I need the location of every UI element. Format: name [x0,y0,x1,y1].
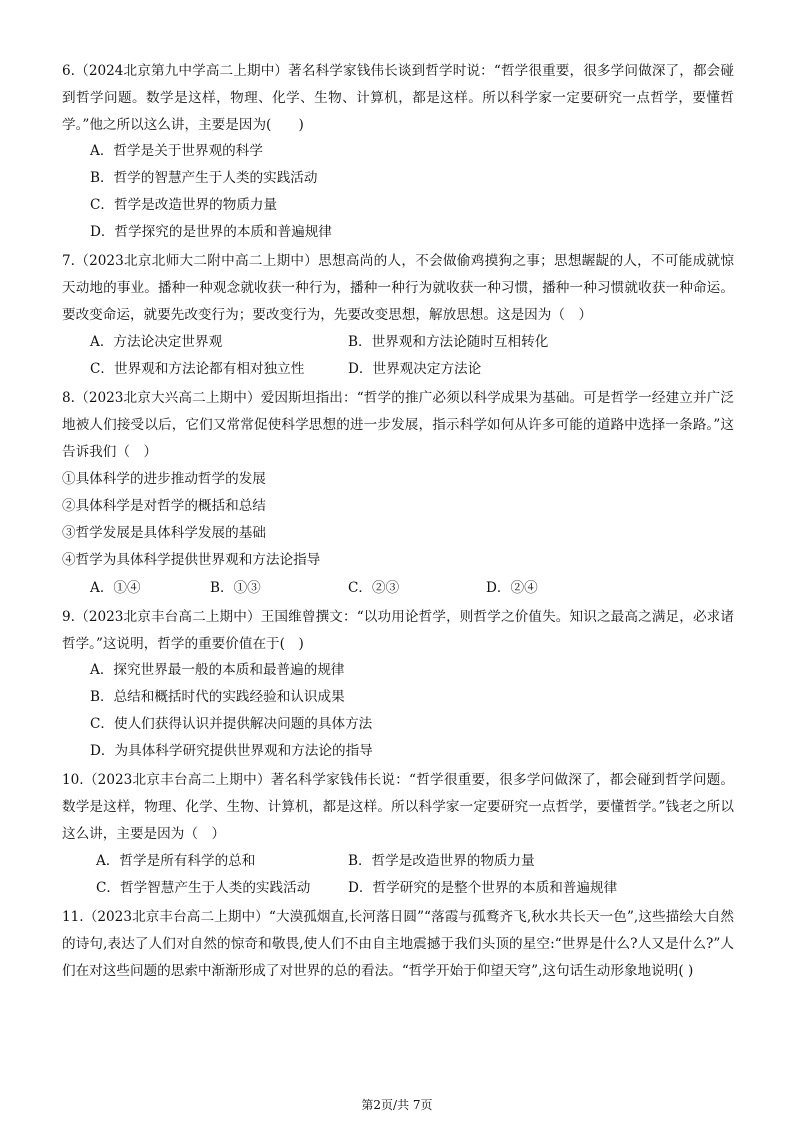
option-a: A．方法论决定世界观 [90,334,223,350]
question-11 [62,904,734,985]
question-stem: 思想高尚的人，不会做偷鸡摸狗之事；思想龌龊的人，不可能成就惊天动地的事业。播种一种观念就收获一种行为，播种一种行为就收获一种习惯，播种一种习惯就收获一种命运。要改变命运，就要先改变行为；要改变行为，先要改变思想，解放思想。这是因为（ ） [62,253,734,323]
question-number: 8. [62,390,75,406]
option-b: B．总结和概括时代的实践经验和认识成果 [90,689,345,705]
question-number: 9. [62,609,75,625]
statement-4: ④哲学为具体科学提供世界观和方法论指导 [62,552,321,568]
option-d: D．世界观决定方法论 [348,361,482,377]
page-number-footer: 第2页/共 7页 [361,1098,433,1112]
option-b: B．哲学的智慧产生于人类的实践活动 [90,170,318,186]
question-source: （2023北京丰台高二上期中） [83,772,271,788]
question-8 [62,385,734,466]
option-c: C．哲学是改造世界的物质力量 [90,197,278,213]
question-stem: 王国维曾撰文：“以功用论哲学，则哲学之价值失。知识之最高之满足，必求诸哲学。”这说明，哲学的重要价值在于( ) [62,609,734,652]
question-number: 6. [62,63,75,79]
statement-1: ①具体科学的进步推动哲学的发展 [62,471,266,487]
option-a: A．①④ [90,580,141,596]
option-b: B．世界观和方法论随时互相转化 [348,334,549,350]
option-d: D．为具体科学研究提供世界观和方法论的指导 [90,743,373,759]
question-stem: “大漠孤烟直,长河落日圆”“落霞与孤鹜齐飞,秋水共长天一色”,这些描绘大自然的诗句,表达了人们对自然的惊奇和敬畏,使人们不由自主地震撼于我们头顶的星空:“世界是什么?人又是什么?”人们在对这些问题的思索中渐渐形成了对世界的总的看法。“哲学开始于仰望天穹”,这句话生动形象地说明( ) [62,909,734,979]
statement-3: ③哲学发展是具体科学发展的基础 [62,525,266,541]
option-c: C．使人们获得认识并提供解决问题的具体方法 [90,716,373,732]
option-a: A．探究世界最一般的本质和最普遍的规律 [90,662,345,678]
question-7 [62,248,734,329]
question-stem: 爱因斯坦指出：“哲学的推广必须以科学成果为基础。可是哲学一经建立并广泛地被人们接受以后，它们又常常促使科学思想的进一步发展，指示科学如何从许多可能的道路中选择一条路。”这告诉我们（ ） [62,390,734,460]
question-source: （2023北京丰台高二上期中） [74,609,261,625]
question-number: 7. [62,253,75,269]
question-10 [62,767,734,848]
question-number: 11. [62,909,84,925]
option-d: D．哲学研究的是整个世界的本质和普遍规律 [348,880,618,896]
question-source: （2023北京大兴高二上期中） [74,390,261,406]
question-stem: 著名科学家钱伟长说：“哲学很重要，很多学问做深了，都会碰到哲学问题。数学是这样，物理、化学、生物、计算机，都是这样。所以科学家一定要研究一点哲学，要懂哲学。”钱老之所以这么讲，主要是因为（ ） [62,772,734,842]
option-c: C．哲学智慧产生于人类的实践活动 [96,880,311,896]
option-a: A．哲学是所有科学的总和 [96,853,256,869]
question-number: 10. [62,772,84,788]
option-a: A．哲学是关于世界观的科学 [90,143,263,159]
option-d: D．哲学探究的是世界的本质和普遍规律 [90,224,332,240]
option-c: C．世界观和方法论都有相对独立性 [90,361,305,377]
option-b: B．①③ [210,580,261,596]
option-b: B．哲学是改造世界的物质力量 [348,853,535,869]
question-source: （2024北京第九中学高二上期中） [74,63,289,79]
question-6 [62,58,734,139]
question-9 [62,604,734,658]
option-d: D．②④ [486,580,538,596]
question-source: （2023北京北师大二附中高二上期中） [74,253,319,269]
option-c: C．②③ [348,580,400,596]
question-source: （2023北京丰台高二上期中） [83,909,269,925]
statement-2: ②具体科学是对哲学的概括和总结 [62,498,266,514]
question-stem: 著名科学家钱伟长谈到哲学时说：“哲学很重要，很多学问做深了，都会碰到哲学问题。数学是这样，物理、化学、生物、计算机，都是这样。所以科学家一定要研究一点哲学，要懂哲学。”他之所以这么讲，主要是因为( ) [62,63,734,133]
